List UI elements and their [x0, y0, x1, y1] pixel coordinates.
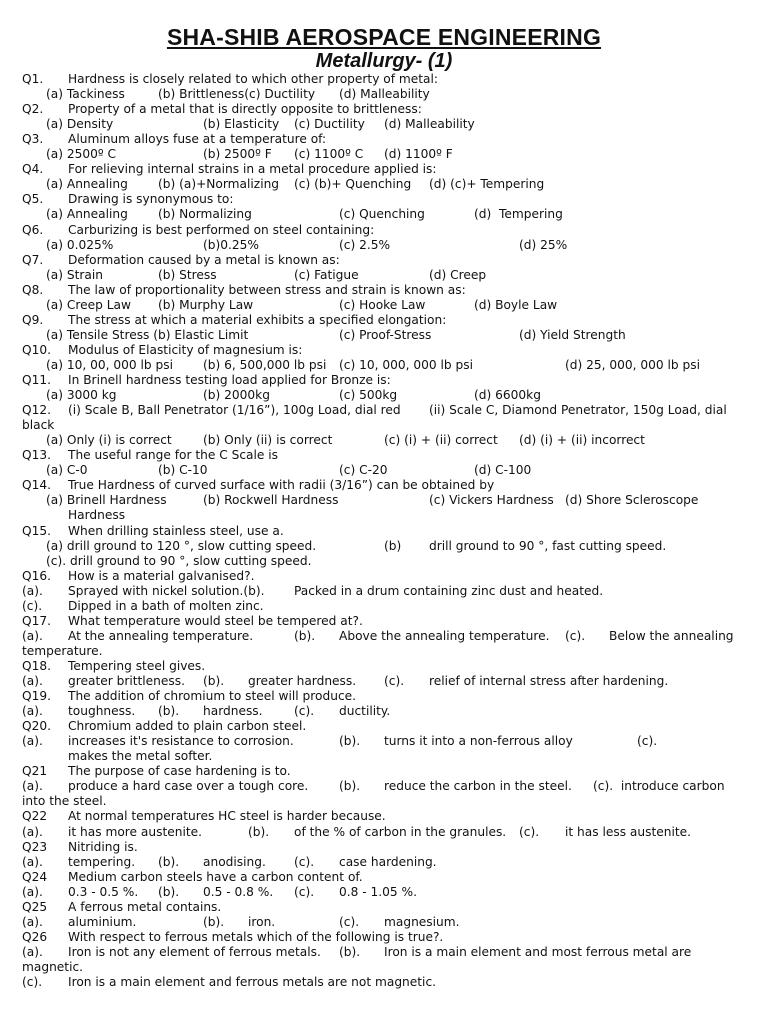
text-line-segment: At the annealing temperature.: [68, 628, 254, 643]
text-line-segment: (d) 25%: [519, 237, 568, 252]
text-line-segment: Property of a metal that is directly opposite to brittleness:: [68, 102, 422, 117]
text-line-segment: aluminium.: [68, 914, 137, 929]
text-line-segment: How is a material galvanised?.: [68, 568, 255, 583]
text-line-segment: True Hardness of curved surface with radii (3/16”) can be obtained by: [68, 478, 495, 493]
text-line-segment: 0.5 - 0.8 %.: [203, 884, 274, 899]
text-line-segment: Iron is not any element of ferrous metals.: [68, 944, 321, 959]
text-line-segment: anodising.: [203, 854, 266, 869]
text-line-segment: Q24: [22, 869, 48, 884]
text-line-segment: increases it's resistance to corrosion.: [68, 734, 294, 749]
text-line-segment: (a).: [22, 583, 43, 598]
text-line-segment: (d) Tempering: [474, 207, 563, 222]
text-line-segment: it has less austenite.: [565, 824, 691, 839]
text-line-segment: (b) 6, 500,000 lb psi: [203, 357, 327, 372]
text-line-segment: it has more austenite.: [68, 824, 202, 839]
text-line-segment: greater brittleness.: [68, 674, 185, 688]
text-line-segment: (b) Normalizing: [158, 207, 252, 222]
text-line-segment: (a) Density: [46, 117, 114, 132]
text-line-segment: black: [22, 418, 55, 433]
text-line-segment: Q16.: [22, 568, 51, 583]
text-line-segment: Aluminum alloys fuse at a temperature of:: [68, 132, 327, 147]
text-line-segment: Nitriding is.: [68, 839, 138, 854]
text-line-segment: Dipped in a bath of molten zinc.: [68, 598, 264, 613]
text-line-segment: Q10.: [22, 342, 51, 357]
text-line-segment: (c) Hooke Law: [339, 297, 426, 312]
text-line-segment: (b).: [203, 914, 225, 929]
text-line-segment: (a) Tensile Stress (b) Elastic Limit: [46, 327, 249, 342]
text-line-segment: Q9.: [22, 312, 44, 327]
text-line-segment: (a).: [22, 674, 43, 688]
text-line-segment: (a) Brinell Hardness: [46, 493, 167, 508]
text-line-segment: (b) Brittleness(c) Ductility: [158, 87, 316, 102]
text-line-segment: Hardness is closely related to which other property of metal:: [68, 72, 439, 86]
text-line-segment: Deformation caused by a metal is known as:: [68, 252, 340, 267]
text-line-segment: (a).: [22, 914, 43, 929]
text-line-segment: (b) 2000kg: [203, 388, 270, 403]
text-line-segment: Q17.: [22, 613, 51, 628]
text-line-segment: (b).: [203, 674, 225, 688]
text-line-segment: Modulus of Elasticity of magnesium is:: [68, 342, 303, 357]
text-line-segment: (c).: [22, 975, 43, 989]
text-line-segment: Q15.: [22, 523, 51, 538]
text-line-segment: produce a hard case over a tough core.: [68, 779, 309, 794]
text-line-segment: temperature.: [22, 643, 103, 658]
text-line-segment: (b).: [339, 734, 361, 749]
text-line-segment: of the % of carbon in the granules.: [294, 824, 507, 839]
text-line-segment: tempering.: [68, 854, 136, 869]
text-line-segment: The law of proportionality between stress and strain is known as:: [68, 282, 466, 297]
text-line-segment: (a).: [22, 779, 43, 794]
text-line-segment: (c).: [294, 704, 315, 719]
text-line-segment: When drilling stainless steel, use a.: [68, 523, 284, 538]
text-line-segment: (d) Malleability: [339, 87, 430, 102]
text-line-segment: At normal temperatures HC steel is harder because.: [68, 809, 386, 824]
text-line-segment: relief of internal stress after hardening.: [429, 674, 669, 688]
text-line-segment: (b) Only (ii) is correct: [203, 433, 333, 448]
text-line-segment: Q8.: [22, 282, 44, 297]
text-line-segment: (c). drill ground to 90 °, slow cutting speed.: [46, 553, 312, 568]
text-line-segment: (a) Annealing: [46, 207, 128, 222]
text-line-segment: (b)0.25%: [203, 237, 259, 252]
text-line-segment: (b).: [158, 854, 180, 869]
text-line-segment: (d) (c)+ Tempering: [429, 177, 545, 192]
text-line-segment: (c).: [294, 854, 315, 869]
text-line-segment: (b) 2500º F: [203, 147, 272, 162]
text-line-segment: (b).: [158, 884, 180, 899]
text-line-segment: (d) Yield Strength: [519, 327, 626, 342]
text-line-segment: Above the annealing temperature.: [339, 628, 550, 643]
text-line-segment: Q11.: [22, 373, 51, 387]
text-line-segment: (d) Creep: [429, 267, 487, 282]
text-line-segment: In Brinell hardness testing load applied for Bronze is:: [68, 373, 391, 387]
text-line-segment: (d) Malleability: [384, 117, 475, 132]
text-line-segment: (a).: [22, 854, 43, 869]
text-line-segment: (a) Only (i) is correct: [46, 433, 172, 448]
text-line-segment: (d) 1100º F: [384, 147, 453, 162]
text-line-segment: (b).: [339, 944, 361, 959]
text-line-segment: into the steel.: [22, 794, 107, 809]
text-line-segment: drill ground to 90 °, fast cutting speed.: [429, 538, 667, 553]
text-line-segment: Below the annealing: [609, 628, 734, 643]
text-line-segment: (c).: [565, 628, 586, 643]
text-line-segment: Q3.: [22, 132, 44, 147]
text-line-segment: (c) 2.5%: [339, 237, 391, 252]
document-subtitle: Metallurgy- (1): [315, 50, 453, 72]
text-line-segment: What temperature would steel be tempered at?.: [68, 613, 363, 628]
text-line-segment: The stress at which a material exhibits a specified elongation:: [68, 312, 447, 327]
text-line-segment: (c) Proof-Stress: [339, 327, 432, 342]
text-line-segment: Sprayed with nickel solution.(b).: [68, 583, 265, 598]
text-line-segment: (d) C-100: [474, 463, 532, 478]
text-line-segment: (d) Shore Scleroscope: [565, 493, 699, 508]
text-line-segment: (b): [384, 538, 402, 553]
text-line-segment: (c) Ductility: [294, 117, 365, 132]
text-line-segment: Q20.: [22, 719, 51, 734]
text-line-segment: case hardening.: [339, 854, 437, 869]
text-line-segment: (c) 500kg: [339, 388, 398, 403]
text-line-segment: (c) Quenching: [339, 207, 425, 222]
text-line-segment: Q2.: [22, 102, 44, 117]
text-line-segment: (d) Boyle Law: [474, 297, 558, 312]
text-line-segment: (b) Elasticity: [203, 117, 280, 132]
text-line-segment: makes the metal softer.: [68, 749, 213, 764]
text-line-segment: (a) 3000 kg: [46, 388, 117, 403]
text-line-segment: Medium carbon steels have a carbon content of.: [68, 869, 363, 884]
text-line-segment: (c) (i) + (ii) correct: [384, 433, 498, 448]
text-line-segment: 0.8 - 1.05 %.: [339, 884, 417, 899]
text-line-segment: (a) Strain: [46, 267, 103, 282]
text-line-segment: (c) Vickers Hardness: [429, 493, 554, 508]
text-line-segment: (a) Tackiness: [46, 87, 125, 102]
text-line-segment: For relieving internal strains in a metal procedure applied is:: [68, 162, 437, 177]
text-line-segment: A ferrous metal contains.: [68, 899, 222, 914]
text-line-segment: (c) 10, 000, 000 lb psi: [339, 357, 473, 372]
text-line-segment: Iron is a main element and ferrous metals are not magnetic.: [68, 975, 437, 989]
text-line-segment: Q26: [22, 929, 48, 944]
text-line-segment: iron.: [248, 914, 276, 929]
text-line-segment: (a) C-0: [46, 463, 88, 478]
text-line-segment: (c) Fatigue: [294, 267, 359, 282]
text-line-segment: Q4.: [22, 162, 44, 177]
text-line-segment: The addition of chromium to steel will produce.: [68, 689, 357, 704]
text-line-segment: reduce the carbon in the steel.: [384, 779, 572, 794]
text-line-segment: (a) drill ground to 120 °, slow cutting speed.: [46, 538, 317, 553]
text-line-segment: (ii) Scale C, Diamond Penetrator, 150g Load, dial: [429, 403, 727, 418]
text-line-segment: (a) Creep Law: [46, 297, 131, 312]
text-line-segment: Packed in a drum containing zinc dust and heated.: [294, 583, 604, 598]
text-line-segment: (c) 1100º C: [294, 147, 364, 162]
text-line-segment: Chromium added to plain carbon steel.: [68, 719, 307, 734]
text-line-segment: Hardness: [68, 508, 126, 523]
text-line-segment: (c) (b)+ Quenching: [294, 177, 412, 192]
text-line-segment: (a).: [22, 734, 43, 749]
text-line-segment: magnesium.: [384, 914, 460, 929]
text-line-segment: (c).: [294, 884, 315, 899]
text-line-segment: Q7.: [22, 252, 44, 267]
text-line-segment: (i) Scale B, Ball Penetrator (1/16”), 100g Load, dial red: [68, 403, 401, 418]
text-line-segment: Q14.: [22, 478, 51, 493]
text-line-segment: Q5.: [22, 192, 44, 207]
text-line-segment: (c).: [519, 824, 540, 839]
text-line-segment: Drawing is synonymous to:: [68, 192, 234, 207]
text-line-segment: With respect to ferrous metals which of the following is true?.: [68, 929, 444, 944]
text-line-segment: (b) Murphy Law: [158, 297, 254, 312]
text-line-segment: The purpose of case hardening is to.: [68, 764, 291, 779]
text-line-segment: Q21: [22, 764, 48, 779]
text-line-segment: (a).: [22, 628, 43, 643]
text-line-segment: (b) Rockwell Hardness: [203, 493, 339, 508]
text-line-segment: Q1.: [22, 72, 44, 86]
text-line-segment: (b).: [158, 704, 180, 719]
text-line-segment: greater hardness.: [248, 674, 357, 688]
text-line-segment: Q23: [22, 839, 48, 854]
text-line-segment: (b) Stress: [158, 267, 217, 282]
text-line-segment: (a) Annealing: [46, 177, 128, 192]
text-line-segment: (a).: [22, 884, 43, 899]
text-line-segment: hardness.: [203, 704, 263, 719]
text-line-segment: 0.3 - 0.5 %.: [68, 884, 139, 899]
text-line-segment: (b) (a)+Normalizing: [158, 177, 280, 192]
text-line-segment: Q6.: [22, 222, 44, 237]
text-line-segment: magnetic.: [22, 959, 84, 974]
text-line-segment: (c) C-20: [339, 463, 388, 478]
text-line-segment: (b).: [294, 628, 316, 643]
text-line-segment: ductility.: [339, 704, 391, 719]
text-line-segment: (d) 6600kg: [474, 388, 541, 403]
text-line-segment: (c). introduce carbon: [593, 779, 725, 794]
text-line-segment: (a).: [22, 704, 43, 719]
text-line-segment: toughness.: [68, 704, 136, 719]
text-line-segment: Q25: [22, 899, 48, 914]
text-line-segment: (d) 25, 000, 000 lb psi: [565, 357, 700, 372]
text-line-segment: Tempering steel gives.: [68, 658, 206, 673]
text-line-segment: (c).: [384, 674, 405, 688]
text-line-segment: Q19.: [22, 689, 51, 704]
text-line-segment: (a) 10, 00, 000 lb psi: [46, 357, 173, 372]
text-line-segment: Carburizing is best performed on steel containing:: [68, 222, 375, 237]
document-title: SHA-SHIB AEROSPACE ENGINEERING: [166, 24, 602, 50]
text-line-segment: (b).: [339, 779, 361, 794]
text-line-segment: (b).: [248, 824, 270, 839]
text-line-segment: Q22: [22, 809, 48, 824]
text-line-segment: The useful range for the C Scale is: [68, 448, 278, 463]
text-line-segment: (b) C-10: [158, 463, 208, 478]
text-line-segment: (c).: [637, 734, 658, 749]
text-line-segment: (a).: [22, 944, 43, 959]
text-line-segment: (a) 2500º C: [46, 147, 116, 162]
text-line-segment: Q12.: [22, 403, 51, 418]
text-line-segment: (c).: [339, 914, 360, 929]
text-line-segment: Iron is a main element and most ferrous metal are: [384, 944, 692, 959]
text-line-segment: (a) 0.025%: [46, 237, 114, 252]
text-line-segment: turns it into a non-ferrous alloy: [384, 734, 573, 749]
text-line-segment: (c).: [22, 598, 43, 613]
text-line-segment: (a).: [22, 824, 43, 839]
text-line-segment: Q18.: [22, 658, 51, 673]
text-line-segment: (d) (i) + (ii) incorrect: [519, 433, 645, 448]
text-line-segment: Q13.: [22, 448, 51, 463]
